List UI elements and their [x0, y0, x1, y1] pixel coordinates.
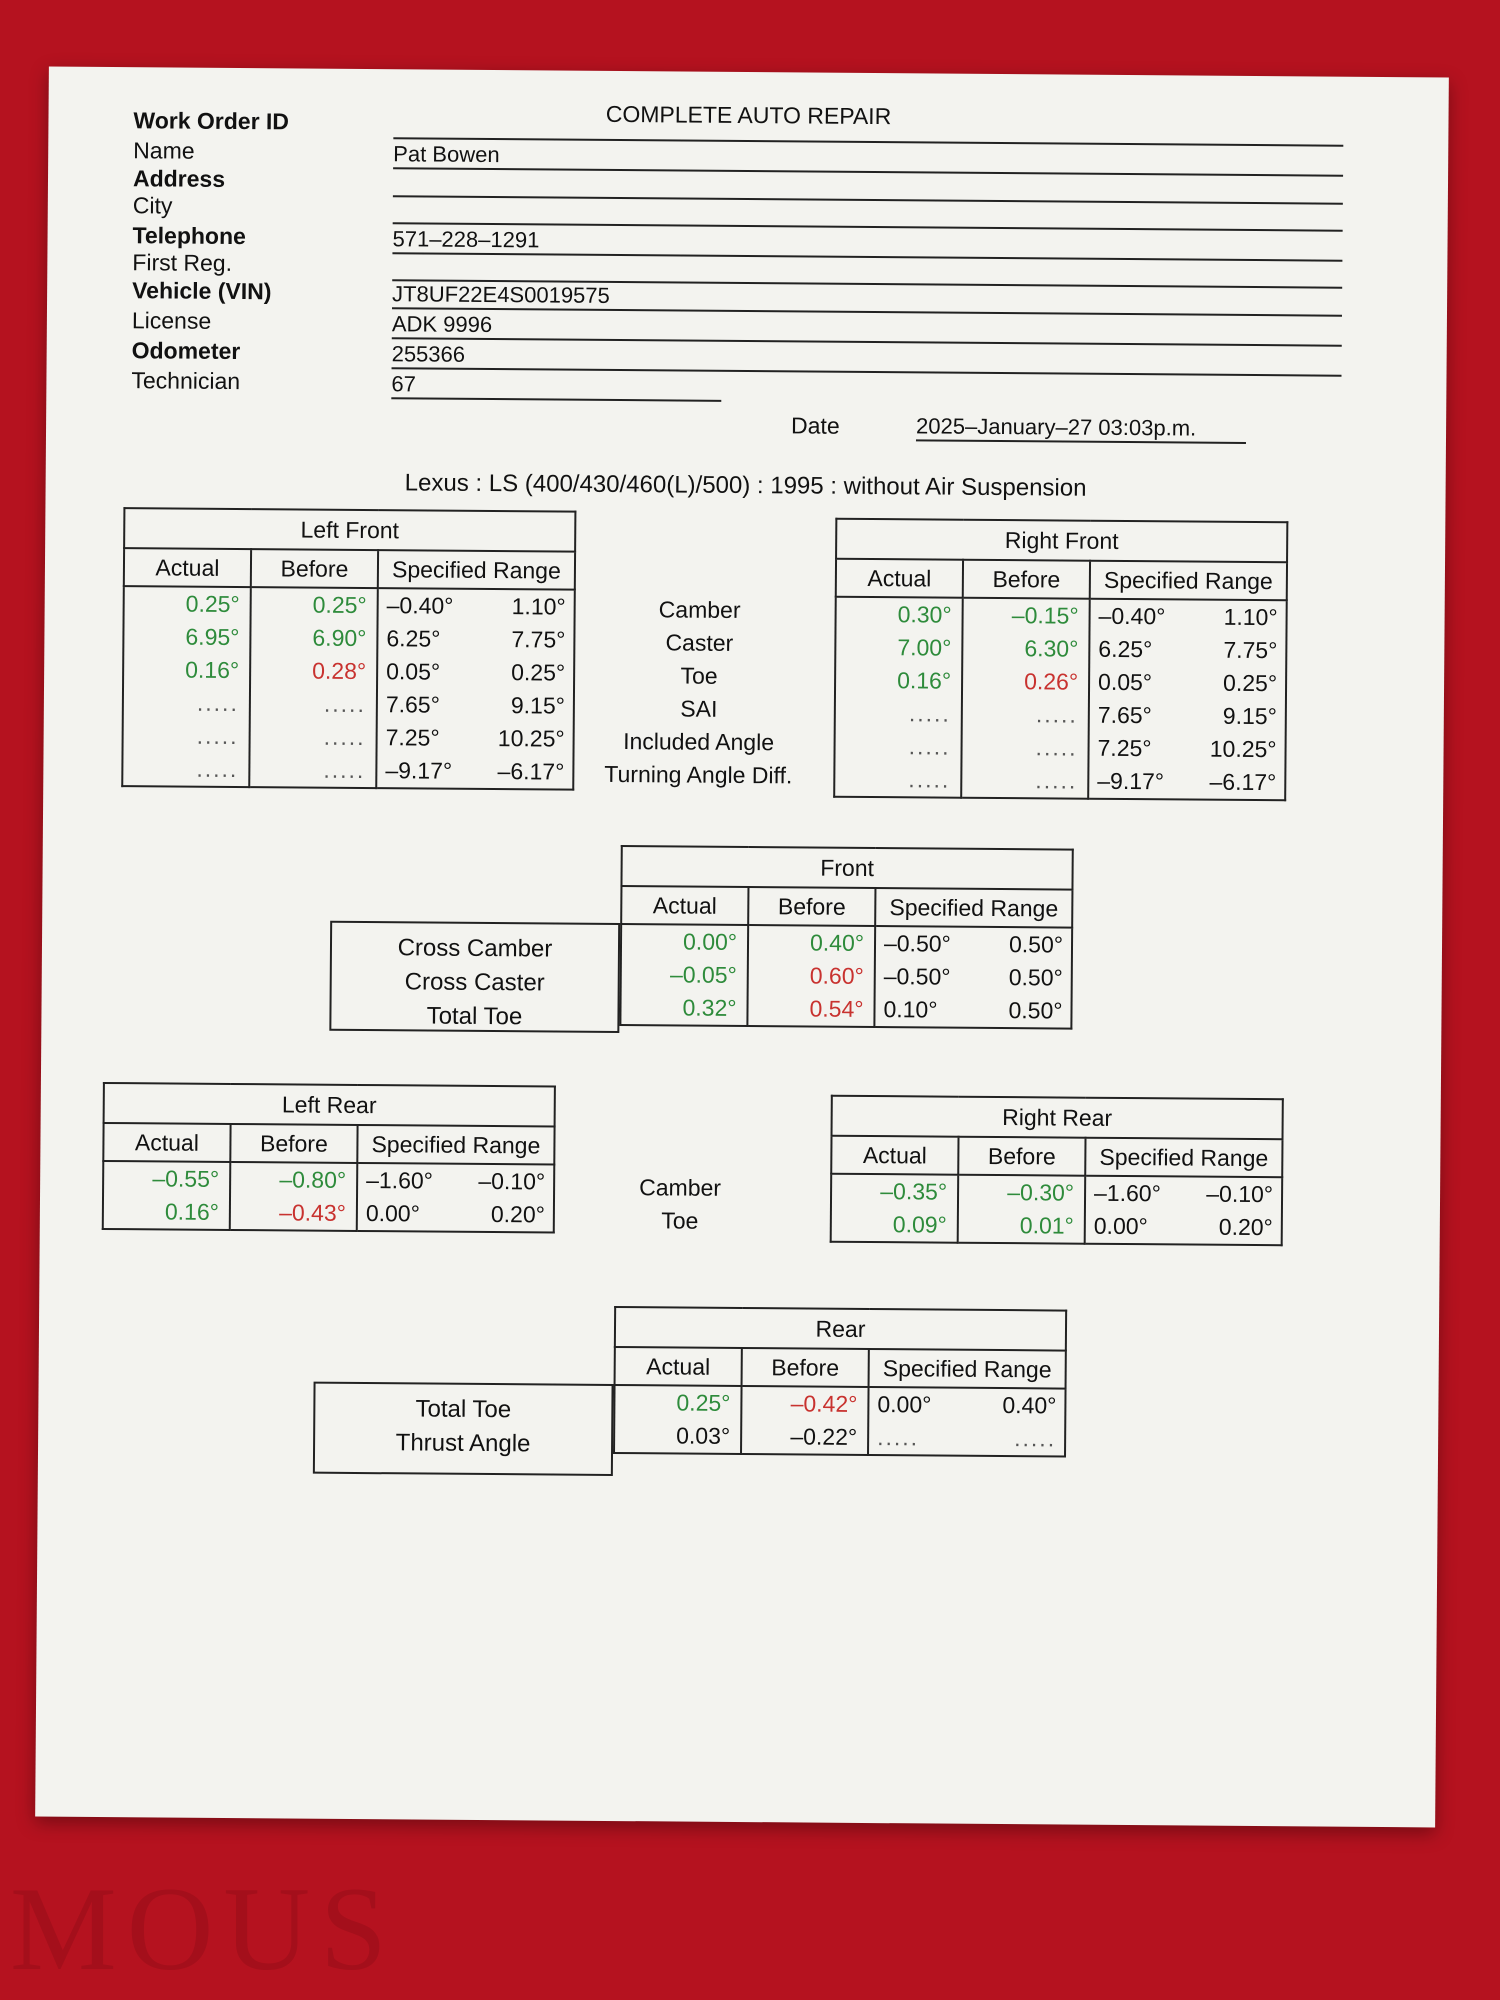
spec-min: 6.25°: [386, 625, 441, 652]
value-cell: 0.16°: [897, 667, 952, 694]
vehicle-description: Lexus : LS (400/430/460(L)/500) : 1995 : without Air Suspension: [404, 469, 1087, 502]
rear-row-labels: [313, 1382, 614, 1476]
spec-min: .....: [877, 1424, 920, 1451]
field-label: City: [132, 192, 173, 219]
spec-range-row: [1090, 666, 1285, 701]
value-cell: –0.15°: [1011, 602, 1079, 629]
spec-min: –9.17°: [1097, 767, 1165, 795]
spec-range-row: [869, 1388, 1064, 1423]
value-cell: 6.90°: [312, 624, 367, 652]
field-label: License: [131, 307, 212, 334]
table-title: Right Rear: [832, 1096, 1283, 1140]
col-spec: Specified Range: [869, 1349, 1066, 1389]
front-table: [619, 845, 1073, 1030]
spec-max: 10.25°: [1209, 735, 1277, 763]
before-values: [230, 1162, 358, 1231]
right-front-table: [833, 518, 1288, 802]
spec-max: 10.25°: [497, 725, 565, 752]
value-cell: .....: [323, 723, 366, 751]
value-cell: 0.25°: [185, 590, 240, 618]
value-cell: 0.09°: [892, 1211, 947, 1238]
spec-range-row: [876, 927, 1071, 962]
actual-values: [103, 1161, 231, 1230]
field-label: First Reg.: [132, 249, 233, 276]
measure-label: Total Toe: [415, 1395, 512, 1424]
measure-label: Caster: [665, 629, 734, 656]
field-underline: [393, 167, 1343, 176]
measure-label: Cross Caster: [404, 968, 545, 997]
field-underline: [391, 397, 721, 402]
value-cell: –0.05°: [669, 961, 737, 988]
table-title: Rear: [615, 1307, 1066, 1351]
value-cell: 6.30°: [1024, 635, 1079, 662]
spec-max: –0.10°: [1206, 1180, 1274, 1208]
spec-range-row: [875, 993, 1070, 1028]
measure-label: Toe: [661, 1207, 699, 1234]
measure-label: Camber: [639, 1174, 722, 1201]
spec-range-row: [379, 589, 574, 624]
measure-label: Total Toe: [426, 1002, 523, 1031]
spec-max: –6.17°: [497, 758, 565, 785]
field-label: Technician: [131, 367, 241, 395]
value-cell: –0.35°: [880, 1178, 948, 1205]
field-value: 571–228–1291: [392, 226, 540, 253]
value-cell: 0.32°: [682, 994, 737, 1021]
field-underline: [392, 337, 1342, 346]
value-cell: .....: [196, 689, 240, 717]
spec-range-row: [1089, 765, 1284, 800]
spec-range-row: [378, 655, 573, 690]
col-before: Before: [230, 1124, 357, 1163]
value-cell: 0.25°: [312, 591, 367, 619]
spec-max: 0.20°: [490, 1201, 545, 1228]
actual-values: [831, 1174, 959, 1243]
actual-values: [614, 1385, 742, 1454]
spec-values: [874, 926, 1072, 1029]
spec-max: 7.75°: [1223, 636, 1278, 664]
value-cell: .....: [196, 722, 239, 750]
spec-min: –9.17°: [385, 757, 453, 784]
measure-label: Included Angle: [623, 728, 775, 756]
value-cell: 0.60°: [809, 962, 864, 989]
spec-max: –6.17°: [1209, 768, 1277, 796]
field-underline: [392, 367, 1342, 376]
alignment-report-sheet: [35, 67, 1449, 1828]
spec-range-row: [869, 1421, 1064, 1456]
spec-max: 9.15°: [1222, 702, 1277, 730]
value-cell: 0.01°: [1019, 1212, 1074, 1239]
col-spec: Specified Range: [1085, 1138, 1282, 1178]
field-underline: [392, 252, 1342, 261]
spec-max: 0.25°: [511, 659, 566, 686]
measure-label: Cross Camber: [397, 934, 553, 963]
value-cell: –0.30°: [1007, 1179, 1075, 1206]
rear-measure-labels: [560, 1171, 801, 1239]
value-cell: –0.80°: [279, 1166, 347, 1193]
spec-values: [1085, 1176, 1283, 1246]
col-spec: Specified Range: [875, 888, 1072, 928]
date-label: Date: [790, 412, 840, 439]
col-before: Before: [748, 887, 875, 926]
spec-max: 9.15°: [510, 692, 565, 719]
spec-max: 7.75°: [511, 626, 566, 653]
spec-min: 0.00°: [1093, 1212, 1148, 1240]
tablecloth-pattern: MOUS: [10, 1862, 397, 1995]
spec-range-row: [1086, 1210, 1281, 1245]
before-values: [747, 925, 875, 1027]
spec-min: –0.50°: [883, 930, 951, 957]
value-cell: 0.40°: [809, 929, 865, 956]
col-actual: Actual: [103, 1123, 230, 1162]
field-label: Work Order ID: [133, 107, 290, 135]
col-spec: Specified Range: [1090, 561, 1287, 601]
value-cell: .....: [908, 700, 951, 727]
spec-max: 0.40°: [1002, 1392, 1057, 1419]
value-cell: 0.16°: [185, 656, 240, 684]
spec-min: –0.40°: [386, 592, 454, 619]
value-cell: –0.55°: [152, 1165, 220, 1192]
front-row-labels: [329, 921, 620, 1033]
actual-values: [834, 597, 963, 798]
field-value: 67: [391, 371, 416, 397]
value-cell: –0.22°: [790, 1423, 858, 1450]
front-measure-labels: [578, 593, 820, 793]
col-before: Before: [251, 549, 378, 588]
spec-max: .....: [1014, 1425, 1057, 1452]
field-value: Pat Bowen: [393, 141, 500, 168]
spec-max: 1.10°: [511, 593, 566, 620]
value-cell: .....: [323, 690, 366, 718]
field-underline: [393, 195, 1343, 204]
field-label: Vehicle (VIN): [132, 277, 272, 305]
spec-values: [1088, 599, 1287, 801]
field-label: Telephone: [132, 222, 246, 250]
field-label: Address: [132, 165, 226, 192]
actual-values: [620, 924, 748, 1026]
spec-max: 0.50°: [1008, 964, 1063, 991]
spec-min: 0.00°: [365, 1200, 420, 1227]
spec-range-row: [378, 721, 573, 756]
spec-range-row: [1090, 600, 1285, 635]
spec-values: [376, 588, 575, 790]
value-cell: .....: [1035, 734, 1078, 761]
spec-min: 7.65°: [385, 691, 440, 718]
measure-label: Turning Angle Diff.: [604, 760, 793, 789]
value-cell: 0.54°: [809, 995, 864, 1022]
value-cell: 0.16°: [164, 1198, 220, 1225]
spec-range-row: [377, 754, 572, 789]
value-cell: 0.30°: [897, 601, 952, 628]
actual-values: [122, 586, 251, 787]
field-label: Odometer: [131, 337, 241, 365]
col-before: Before: [963, 560, 1090, 599]
right-rear-table: [830, 1095, 1284, 1247]
rear-table: [613, 1306, 1067, 1458]
col-actual: Actual: [831, 1136, 958, 1175]
value-cell: 0.00°: [682, 928, 738, 955]
spec-min: 6.25°: [1098, 635, 1153, 663]
left-front-table: [121, 507, 576, 791]
value-cell: .....: [1035, 701, 1078, 728]
value-cell: –0.42°: [790, 1390, 858, 1417]
spec-max: 1.10°: [1223, 603, 1278, 631]
col-spec: Specified Range: [378, 550, 575, 590]
spec-range-row: [378, 688, 573, 723]
col-before: Before: [958, 1137, 1085, 1176]
spec-max: –0.10°: [478, 1167, 546, 1195]
field-value: 255366: [391, 341, 466, 367]
col-actual: Actual: [836, 559, 963, 598]
spec-max: 0.50°: [1008, 997, 1063, 1024]
spec-range-row: [358, 1197, 553, 1232]
before-values: [958, 1175, 1086, 1244]
spec-min: –1.60°: [1093, 1179, 1161, 1207]
measure-label: Thrust Angle: [395, 1429, 531, 1458]
spec-min: –0.40°: [1098, 602, 1166, 630]
col-actual: Actual: [621, 886, 748, 925]
table-title: Left Rear: [104, 1083, 555, 1127]
col-before: Before: [742, 1348, 869, 1387]
date-value: 2025–January–27 03:03p.m.: [916, 413, 1246, 444]
table-title: Right Front: [836, 519, 1287, 563]
col-actual: Actual: [124, 548, 251, 587]
spec-values: [868, 1387, 1066, 1457]
measure-label: Toe: [680, 662, 718, 689]
col-actual: Actual: [615, 1347, 742, 1386]
spec-max: 0.50°: [1008, 931, 1064, 958]
field-underline: [393, 137, 1343, 146]
spec-min: 0.10°: [883, 996, 938, 1023]
spec-values: [357, 1163, 555, 1233]
before-values: [741, 1386, 869, 1455]
table-title: Left Front: [124, 508, 575, 552]
table-title: Front: [621, 846, 1072, 890]
value-cell: .....: [196, 755, 239, 783]
value-cell: .....: [1035, 767, 1078, 794]
spec-max: 0.25°: [1223, 669, 1278, 697]
spec-min: –1.60°: [366, 1167, 434, 1194]
spec-min: 0.05°: [1097, 668, 1153, 696]
left-rear-table: [102, 1082, 556, 1234]
spec-range-row: [1090, 633, 1285, 668]
spec-min: 0.05°: [386, 658, 441, 685]
spec-min: –0.50°: [883, 963, 951, 990]
value-cell: .....: [908, 766, 951, 793]
spec-min: 7.25°: [1097, 734, 1152, 762]
col-spec: Specified Range: [357, 1125, 554, 1165]
value-cell: –0.43°: [279, 1199, 347, 1226]
spec-range-row: [876, 960, 1071, 995]
spec-min: 0.00°: [877, 1391, 932, 1418]
spec-range-row: [378, 622, 573, 657]
value-cell: 0.25°: [676, 1389, 731, 1416]
spec-range-row: [358, 1164, 553, 1199]
spec-min: 7.25°: [385, 724, 440, 751]
report-title: COMPLETE AUTO REPAIR: [605, 100, 892, 130]
spec-range-row: [1086, 1177, 1281, 1212]
value-cell: 0.28°: [312, 657, 367, 685]
field-underline: [392, 307, 1342, 316]
before-values: [249, 587, 378, 788]
spec-range-row: [1089, 732, 1284, 767]
value-cell: 0.26°: [1024, 668, 1079, 695]
measure-label: Camber: [658, 596, 741, 623]
value-cell: 0.03°: [676, 1422, 731, 1449]
spec-max: 0.20°: [1218, 1213, 1273, 1241]
value-cell: 6.95°: [185, 623, 240, 651]
measure-label: SAI: [680, 695, 718, 722]
value-cell: .....: [323, 756, 366, 784]
field-label: Name: [133, 137, 195, 164]
value-cell: .....: [908, 733, 951, 760]
field-value: ADK 9996: [391, 311, 493, 338]
spec-min: 7.65°: [1097, 701, 1152, 729]
before-values: [961, 598, 1090, 799]
value-cell: 7.00°: [897, 634, 952, 661]
field-value: JT8UF22E4S0019575: [392, 281, 610, 308]
spec-range-row: [1090, 699, 1285, 734]
